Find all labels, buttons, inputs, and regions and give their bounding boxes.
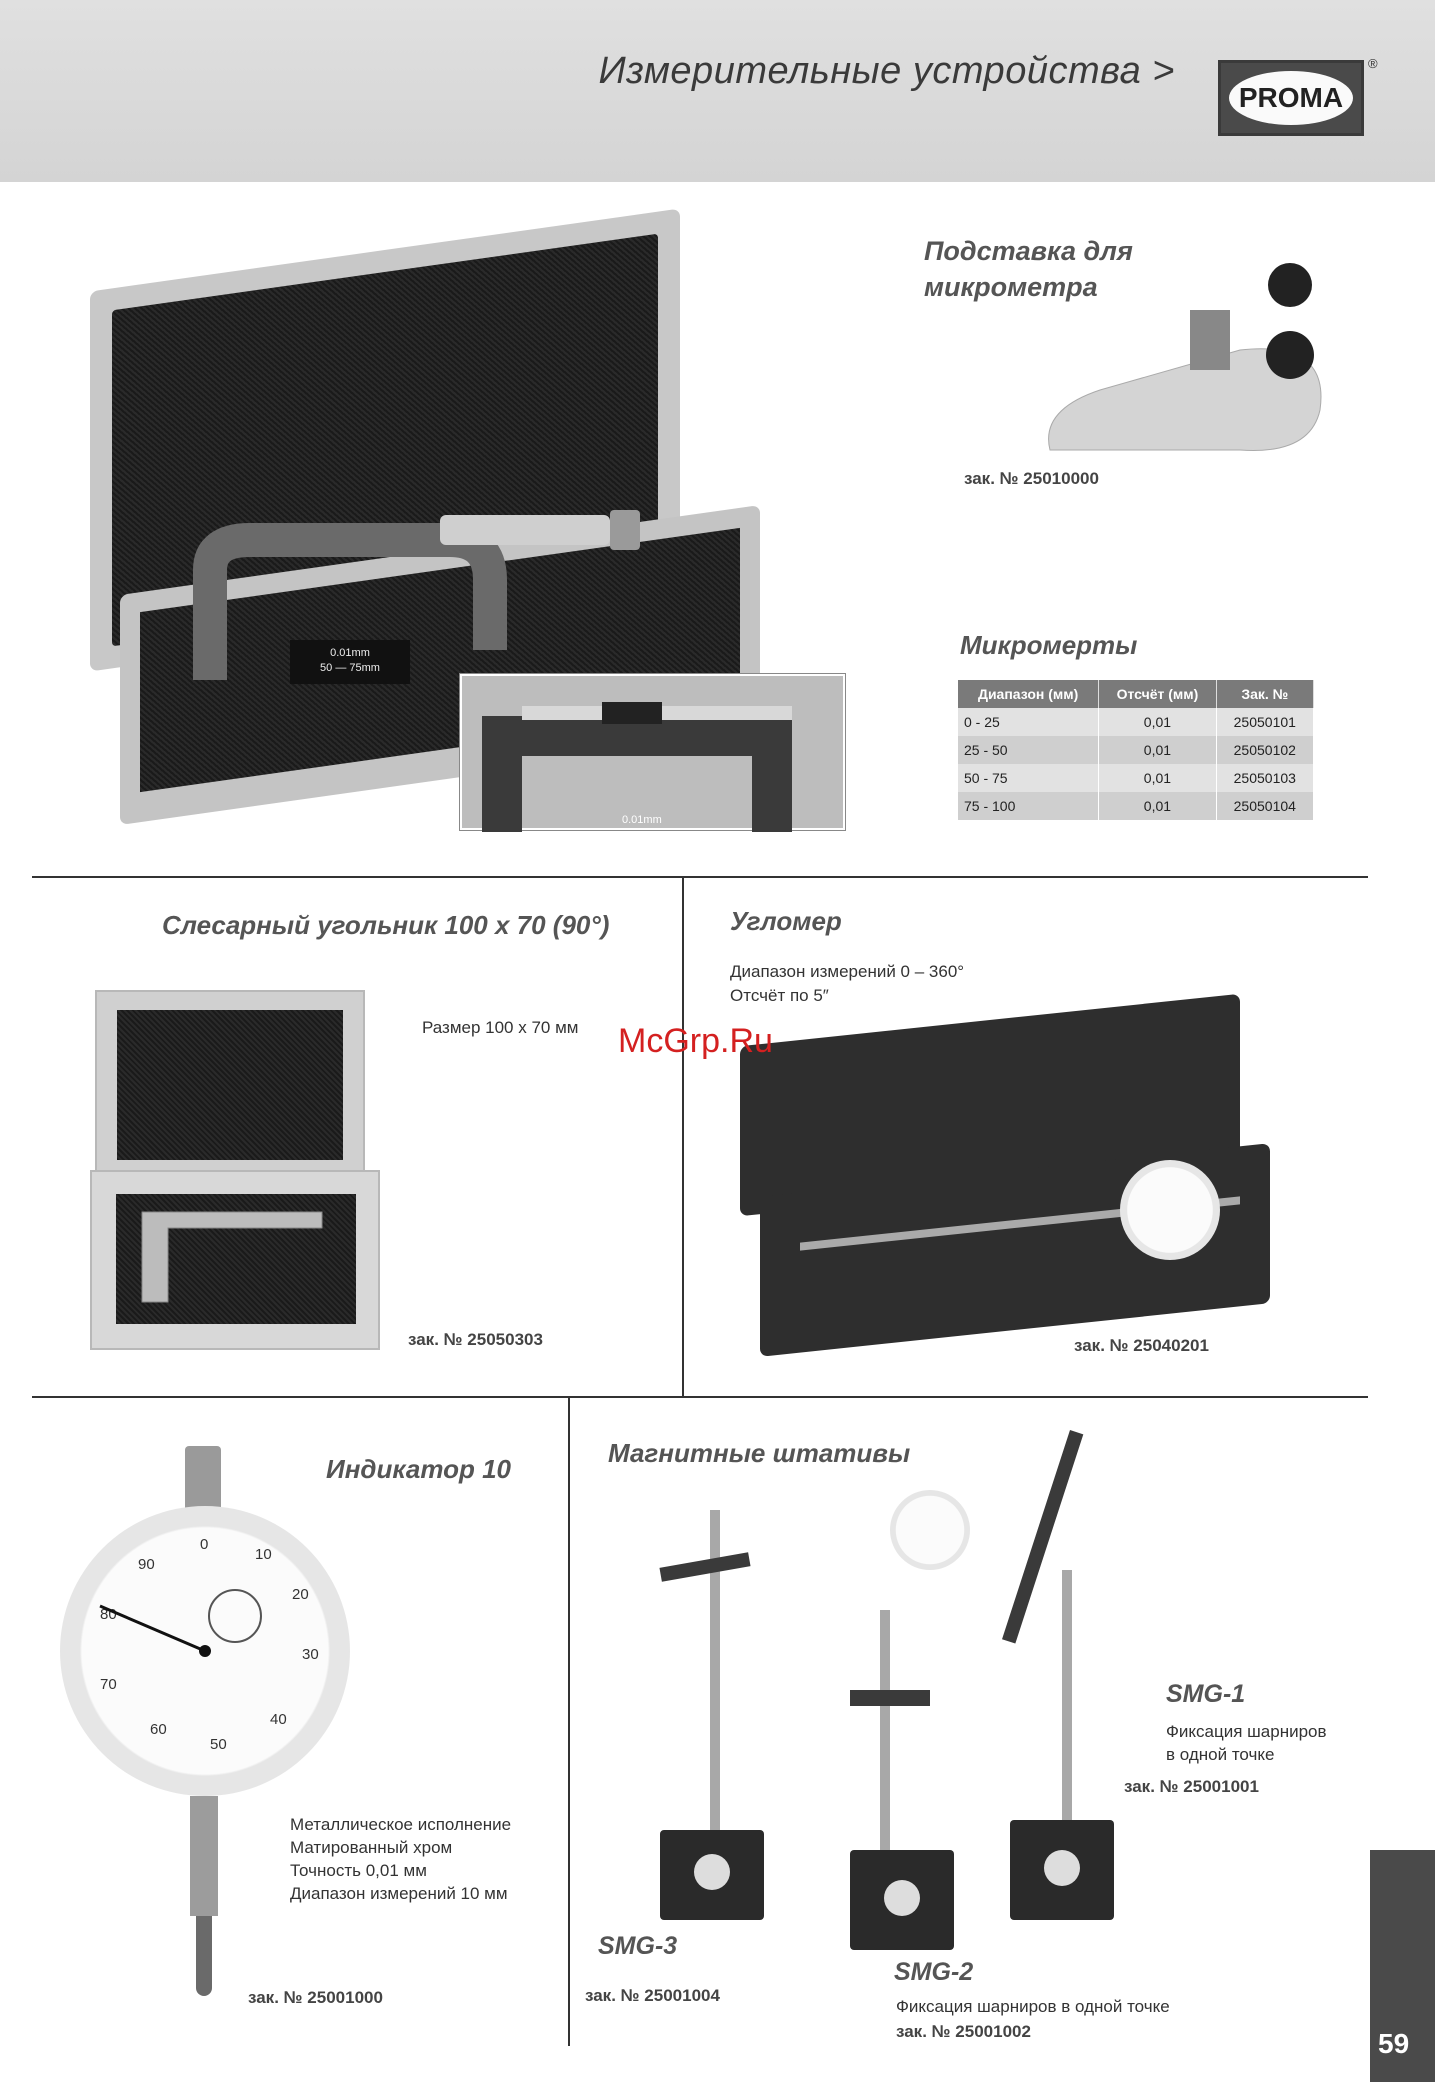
magnetic-title: Магнитные штативы xyxy=(608,1438,911,1468)
protractor-order-number: зак. № 25040201 xyxy=(1074,1336,1209,1355)
smg1-magnet-base xyxy=(1010,1820,1114,1920)
dial-number: 30 xyxy=(302,1646,319,1663)
table-row xyxy=(958,708,1314,736)
table-row xyxy=(958,764,1314,792)
square-case-photo xyxy=(90,980,380,1360)
stand-title-line1: Подставка для xyxy=(924,236,1133,266)
micrometer-icon xyxy=(190,500,650,700)
range-cell: 0 - 25 xyxy=(958,708,1099,736)
smg3-order-number: зак. № 25001004 xyxy=(585,1986,720,2005)
reading-cell: 0,01 xyxy=(1099,708,1216,736)
order-cell: 25050101 xyxy=(1216,708,1313,736)
divider-horizontal-1 xyxy=(32,876,1368,878)
dial-number: 40 xyxy=(270,1711,287,1728)
square-order-number: зак. № 25050303 xyxy=(408,1330,543,1349)
order-cell: 25050103 xyxy=(1216,764,1313,792)
smg2-arm xyxy=(850,1690,930,1706)
indicator-order-number: зак. № 25001000 xyxy=(248,1988,383,2007)
smg3-arm xyxy=(659,1552,750,1581)
smg3-switch-knob xyxy=(694,1854,730,1890)
smg3-stand-photo xyxy=(640,1500,780,1920)
micrometer-plate xyxy=(290,640,410,684)
proma-logo xyxy=(1218,60,1364,136)
smg3-name: SMG-3 xyxy=(598,1932,678,1960)
logo-text: PROMA xyxy=(1238,82,1344,113)
page-number: 59 xyxy=(1378,2028,1410,2059)
smg2-stand-photo xyxy=(840,1490,990,1960)
protractor-case-photo xyxy=(740,1000,1270,1340)
micrometer-stand-icon xyxy=(1040,250,1340,470)
smg2-dial-gauge xyxy=(890,1490,970,1570)
smg3-magnet-base xyxy=(660,1830,764,1920)
smg2-switch-knob xyxy=(884,1880,920,1916)
indicator-desc-1: Металлическое исполнение xyxy=(290,1815,512,1834)
dial-number: 10 xyxy=(255,1546,272,1563)
range-cell: 75 - 100 xyxy=(958,792,1099,820)
watermark: McGrp.Ru xyxy=(618,1022,773,1060)
logo-oval xyxy=(1229,71,1353,125)
protractor-dial-icon xyxy=(1120,1160,1220,1260)
divider-vertical-1 xyxy=(682,876,684,1398)
micrometers-title: Микромерты xyxy=(960,630,1138,660)
dial-number: 70 xyxy=(100,1676,117,1693)
dial-indicator-photo xyxy=(60,1446,350,2006)
reading-cell: 0,01 xyxy=(1099,792,1216,820)
inset-label: 0.01mm xyxy=(622,814,662,826)
section-title: Измерительные устройства > xyxy=(598,50,1175,92)
dial-number: 60 xyxy=(150,1721,167,1738)
range-cell: 50 - 75 xyxy=(958,764,1099,792)
stand-order-number: зак. № 25010000 xyxy=(964,469,1099,488)
table-header-row xyxy=(958,680,1314,708)
dial-number: 50 xyxy=(210,1736,227,1753)
wood-case-base xyxy=(90,1170,380,1350)
smg1-stand-photo xyxy=(1000,1420,1150,1940)
indicator-title: Индикатор 10 xyxy=(326,1454,511,1484)
smg1-order-number: зак. № 25001001 xyxy=(1124,1777,1259,1796)
registered-mark: ® xyxy=(1368,56,1378,71)
dial-number: 20 xyxy=(292,1586,309,1603)
indicator-stem xyxy=(190,1796,218,1916)
wood-case-lid xyxy=(95,990,365,1180)
smg1-rod xyxy=(1062,1570,1072,1820)
protractor-desc-line2: Отсчёт по 5″ xyxy=(730,986,829,1005)
square-tool-icon xyxy=(132,1202,332,1312)
smg1-desc-line2: в одной точке xyxy=(1166,1745,1275,1764)
divider-vertical-2 xyxy=(568,1396,570,2046)
indicator-needle-icon xyxy=(60,1506,350,1796)
smg2-rod xyxy=(880,1610,890,1880)
indicator-desc-4: Диапазон измерений 10 мм xyxy=(290,1884,508,1903)
smg2-name: SMG-2 xyxy=(894,1958,974,1986)
dial-number: 80 xyxy=(100,1606,117,1623)
square-size: Размер 100 x 70 мм xyxy=(422,1018,579,1037)
column-header: Зак. № xyxy=(1216,680,1313,708)
smg2-order-number: зак. № 25001002 xyxy=(896,2022,1031,2041)
micrometer-plate-line1: 0.01mm xyxy=(330,647,370,659)
protractor-title: Угломер xyxy=(730,906,842,936)
smg2-magnet-base xyxy=(850,1850,954,1950)
divider-horizontal-2 xyxy=(32,1396,1368,1398)
square-title: Слесарный угольник 100 x 70 (90°) xyxy=(162,910,610,940)
smg1-name: SMG-1 xyxy=(1166,1680,1246,1708)
smg2-desc: Фиксация шарниров в одной точке xyxy=(896,1997,1170,2016)
column-header: Отсчёт (мм) xyxy=(1099,680,1216,708)
micrometers-table xyxy=(958,680,1314,820)
reading-cell: 0,01 xyxy=(1099,736,1216,764)
micrometer-inset-photo xyxy=(460,674,845,830)
order-cell: 25050104 xyxy=(1216,792,1313,820)
order-cell: 25050102 xyxy=(1216,736,1313,764)
reading-cell: 0,01 xyxy=(1099,764,1216,792)
indicator-desc-3: Точность 0,01 мм xyxy=(290,1861,427,1880)
micrometer-plate-line2: 50 — 75mm xyxy=(320,662,380,674)
indicator-tip xyxy=(196,1916,212,1996)
wood-case-lid-foam xyxy=(117,1010,343,1160)
column-header: Диапазон (мм) xyxy=(958,680,1099,708)
table-row xyxy=(958,792,1314,820)
smg1-switch-knob xyxy=(1044,1850,1080,1886)
stand-title-line2: микрометра xyxy=(924,272,1098,302)
dial-number: 0 xyxy=(200,1536,209,1553)
table-row xyxy=(958,736,1314,764)
dial-number: 90 xyxy=(138,1556,155,1573)
protractor-desc-line1: Диапазон измерений 0 – 360° xyxy=(730,962,965,981)
indicator-desc-2: Матированный хром xyxy=(290,1838,453,1857)
smg1-desc-line1: Фиксация шарниров xyxy=(1166,1722,1327,1741)
micrometer-closeup-icon xyxy=(462,676,847,832)
range-cell: 25 - 50 xyxy=(958,736,1099,764)
